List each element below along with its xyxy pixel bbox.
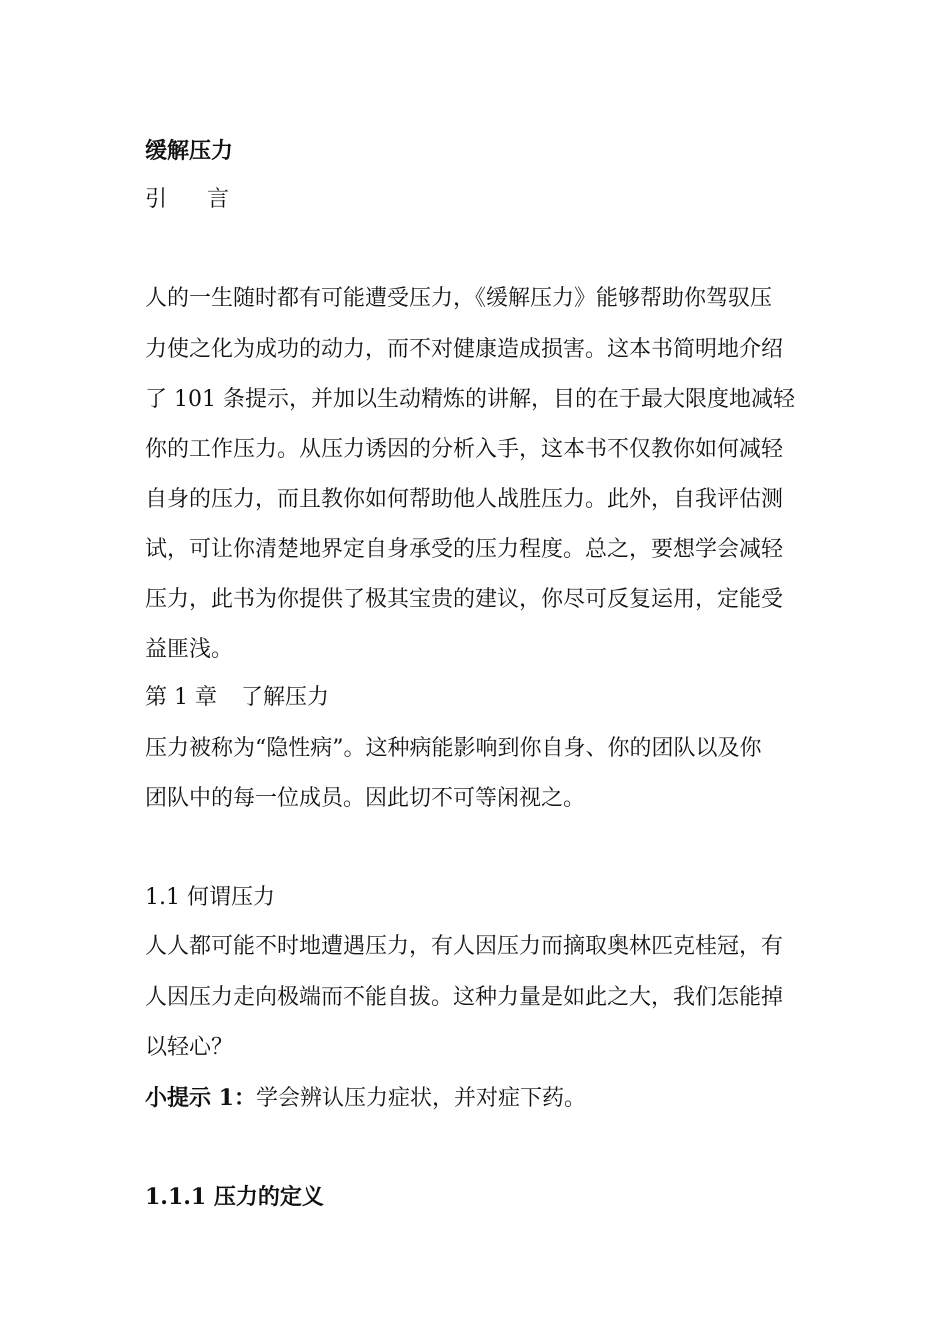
chapter-paragraph-line: 压力被称为“隐性病”。这种病能影响到你自身、你的团队以及你: [145, 736, 762, 761]
chapter-title: 了解压力: [240, 685, 329, 710]
intro-heading-char-1: 引: [145, 187, 168, 212]
intro-line: 你的工作压力。从压力诱因的分析入手，这本书不仅教你如何减轻: [145, 437, 784, 462]
intro-line: 自身的压力，而且教你如何帮助他人战胜压力。此外，自我评估测: [145, 487, 784, 512]
section-heading: 1.1 何谓压力: [145, 885, 275, 910]
chapter-paragraph-line: 团队中的每一位成员。因此切不可等闲视之。: [145, 786, 586, 811]
intro-heading: [145, 185, 229, 215]
section-paragraph-line: 以轻心？: [145, 1035, 234, 1060]
intro-line: 力使之化为成功的动力，而不对健康造成损害。这本书简明地介绍: [145, 337, 784, 362]
intro-line: 了 101 条提示，并加以生动精炼的讲解，目的在于最大限度地减轻: [145, 387, 795, 412]
intro-line: 益匪浅。: [145, 637, 234, 662]
intro-line: 试，可让你清楚地界定自身承受的压力程度。总之，要想学会减轻: [145, 537, 784, 562]
tip-label: 小提示 1：: [145, 1085, 256, 1111]
intro-heading-char-2: 言: [207, 187, 230, 212]
chapter-number: 第 1 章: [145, 685, 217, 710]
section-paragraph-line: 人人都可能不时地遭遇压力，有人因压力而摘取奥林匹克桂冠，有: [145, 934, 784, 959]
chapter-heading: [145, 683, 329, 713]
tip: [145, 1083, 586, 1114]
section-paragraph-line: 人因压力走向极端而不能自拔。这种力量是如此之大，我们怎能掉: [145, 985, 784, 1010]
subsection-heading: 1.1.1 压力的定义: [145, 1184, 324, 1210]
tip-text: 学会辨认压力症状，并对症下药。: [255, 1086, 586, 1111]
document-title: 缓解压力: [145, 138, 234, 164]
intro-line: 人的一生随时都有可能遭受压力，《缓解压力》能够帮助你驾驭压: [145, 286, 773, 311]
intro-line: 压力，此书为你提供了极其宝贵的建议，你尽可反复运用，定能受: [145, 587, 784, 612]
